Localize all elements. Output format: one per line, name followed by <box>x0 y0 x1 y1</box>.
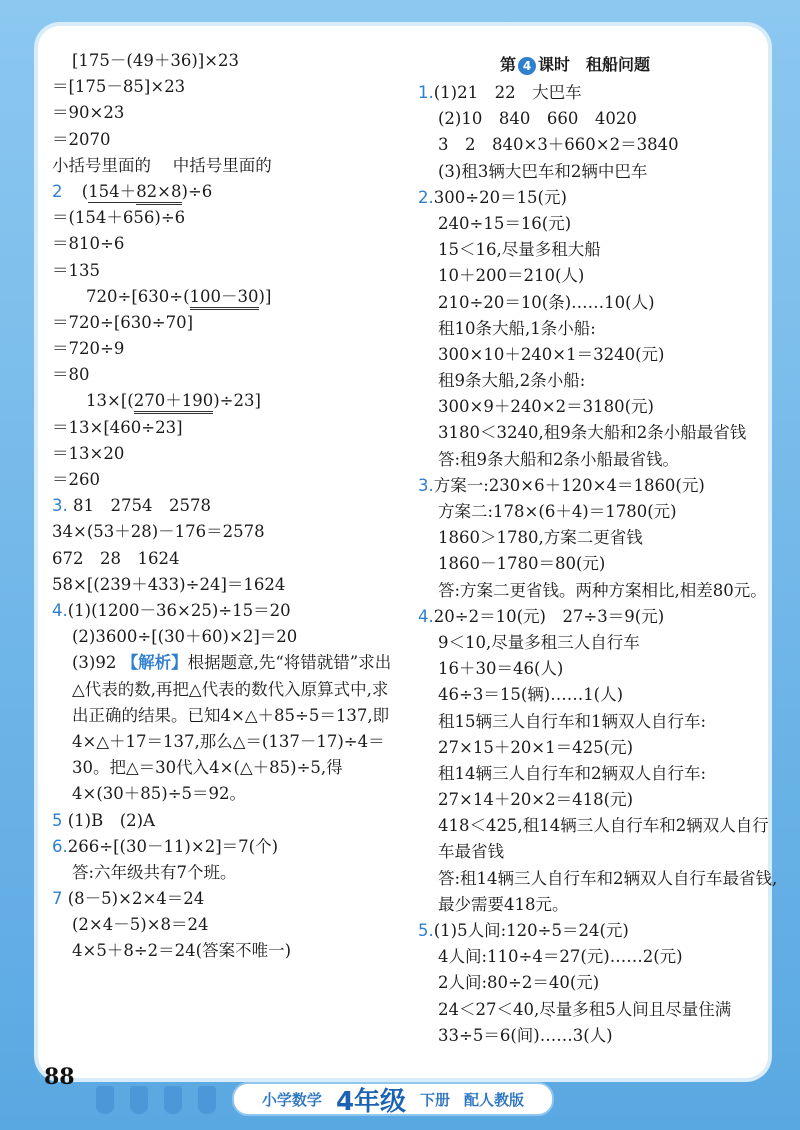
answer-line: 34×(53＋28)－176＝2578 <box>52 522 265 542</box>
question-5-line <box>418 918 790 944</box>
expr-part: )÷23] <box>213 391 261 411</box>
decoration-block <box>130 1086 148 1114</box>
footer-banner <box>232 1082 554 1116</box>
answer-text: (1)5人间:120÷5＝24(元) <box>433 921 629 941</box>
question-6-line <box>52 834 402 860</box>
answer-line: 3 2 840×3＋660×2＝3840 <box>438 135 679 155</box>
answer-line: 1860＞1780,方案二更省钱 <box>438 528 643 548</box>
section-title <box>500 52 650 75</box>
question-2-line <box>418 185 790 211</box>
question-4-line <box>52 598 402 624</box>
answer-line: [175－(49＋36)]×23 <box>72 51 240 70</box>
answer-line: 27×14＋20×2＝418(元) <box>438 790 634 810</box>
answer-line: 300×10＋240×1＝3240(元) <box>438 344 665 364</box>
answer-line: (3)租3辆大巴车和2辆中巴车 <box>438 161 648 181</box>
right-column <box>418 80 790 1049</box>
answer-line: 3180＜3240,租9条大船和2条小船最省钱 <box>438 423 747 443</box>
page-number: 88 <box>44 1064 75 1090</box>
answer-text: (8－5)×2×4＝24 <box>67 889 205 909</box>
decoration-block <box>164 1086 182 1114</box>
question-number: 3. <box>418 475 434 495</box>
answer-text: (1)B (2)A <box>67 810 156 830</box>
question-7-line <box>52 886 402 912</box>
answer-line: ＝720÷[630÷70] <box>52 312 194 332</box>
underlined-expr <box>88 182 181 203</box>
answer-line: 16＋30＝46(人) <box>438 659 564 679</box>
answer-line: 58×[(239＋433)÷24]＝1624 <box>52 574 286 594</box>
answer-line: (2)10 840 660 4020 <box>438 109 637 129</box>
answer-line: 418＜425,租14辆三人自行车和2辆双人自行车最省钱 <box>438 816 769 862</box>
answer-line: 1860－1780＝80(元) <box>438 554 606 574</box>
double-underlined-expr: 270＋190 <box>134 391 214 414</box>
question-5-line <box>52 808 402 834</box>
answer-text: 81 2754 2578 <box>73 496 211 516</box>
question-number: 2. <box>418 187 434 207</box>
answer-line: 答:租9条大船和2条小船最省钱。 <box>438 449 680 469</box>
section-title-prefix: 第 <box>500 55 517 74</box>
decoration-block <box>96 1086 114 1114</box>
answer-line: ＝90×23 <box>52 103 125 123</box>
lesson-number-badge: 4 <box>518 57 536 75</box>
question-number: 4. <box>52 600 68 620</box>
answer-line <box>52 284 402 310</box>
question-number: 6. <box>52 836 68 856</box>
answer-line: 答:六年级共有7个班。 <box>72 862 237 882</box>
answer-text: (1)(1200－36×25)÷15＝20 <box>67 600 291 620</box>
question-number: 5 <box>52 810 63 830</box>
section-title-text: 课时 租船问题 <box>538 55 651 74</box>
question-number: 4. <box>418 606 434 626</box>
answer-line: ＝135 <box>52 260 100 280</box>
answer-line: (2)3600÷[(30＋60)×2]＝20 <box>72 627 298 647</box>
question-1-line <box>418 80 790 106</box>
question-number: 1. <box>418 83 434 102</box>
question-3-line <box>418 473 790 499</box>
answer-text: (1)21 22 大巴车 <box>433 83 582 102</box>
analysis-tag: 【解析】 <box>121 653 188 673</box>
answer-line: ＝2070 <box>52 129 111 149</box>
answer-line: 方案二:178×(6＋4)＝1780(元) <box>438 502 677 521</box>
answer-text: 20÷2＝10(元) 27÷3＝9(元) <box>433 606 665 626</box>
answer-line: ＝13×[460÷23] <box>52 417 183 437</box>
answer-line: ＝810÷6 <box>52 234 125 254</box>
answer-line: 240÷15＝16(元) <box>438 213 572 233</box>
answer-line: (2×4－5)×8＝24 <box>72 915 209 935</box>
answer-line: 4人间:110÷4＝27(元)……2(元) <box>438 947 683 967</box>
answer-line: 4×5＋8÷2＝24(答案不唯一) <box>72 941 292 961</box>
answer-line: ＝80 <box>52 365 90 385</box>
footer-term: 下册 <box>420 1090 451 1109</box>
expr-part: ( <box>81 181 89 201</box>
answer-line: 租10条大船,1条小船: <box>438 318 596 338</box>
answer-line: 小括号里面的 中括号里面的 <box>52 155 272 175</box>
double-underlined-expr: 100－30 <box>190 287 259 310</box>
question-4-line <box>418 604 790 630</box>
answer-line: 15＜16,尽量多租大船 <box>438 240 601 260</box>
footer-grade: 4年级 <box>335 1086 407 1117</box>
answer-line: ＝720÷9 <box>52 339 125 359</box>
analysis-paragraph <box>52 650 392 807</box>
question-number: 3. <box>52 496 68 516</box>
analysis-text: 根据题意,先“将错就错”求出△代表的数,再把△代表的数代入原算式中,求出正确的结果。已知4×△＋85÷5＝137,即4×△＋17＝137,那么△＝(137－17)÷4＝30。把△＝30代入4×(△＋85)÷5,得4×(30＋85)÷5＝92。 <box>72 653 392 804</box>
answer-line: 46÷3＝15(辆)……1(人) <box>438 685 624 705</box>
answer-line: 10＋200＝210(人) <box>438 266 585 286</box>
answer-line: ＝13×20 <box>52 443 125 463</box>
decoration-block <box>198 1086 216 1114</box>
left-column <box>52 48 402 965</box>
double-underlined-expr: 82×8 <box>136 182 181 205</box>
answer-line <box>52 388 402 414</box>
expr-part: )÷6 <box>181 181 213 201</box>
answer-line: 210÷20＝10(条)……10(人) <box>438 292 655 312</box>
footer-edition: 配人教版 <box>464 1090 525 1109</box>
answer-line: 24＜27＜40,尽量多租5人间且尽量住满 <box>438 999 732 1019</box>
answer-line: 27×15＋20×1＝425(元) <box>438 737 634 757</box>
expr-part: 720÷[630÷( <box>86 286 190 306</box>
expression <box>68 182 213 201</box>
answer-line: 2人间:80÷2＝40(元) <box>438 973 600 993</box>
answer-text: 300÷20＝15(元) <box>433 187 567 207</box>
answer-line: ＝(154＋656)÷6 <box>52 208 186 228</box>
answer-line: 300×9＋240×2＝3180(元) <box>438 397 654 417</box>
answer-line: 33÷5＝6(间)……3(人) <box>438 1025 613 1045</box>
question-3-line <box>52 493 402 519</box>
answer-line: 答:租14辆三人自行车和2辆双人自行车最省钱,最少需要418元。 <box>438 868 778 914</box>
question-number: 7 <box>52 889 63 909</box>
expr-part: 13×[( <box>86 391 134 411</box>
answer-line: 租14辆三人自行车和2辆双人自行车: <box>438 763 707 783</box>
answer-text: 266÷[(30－11)×2]＝7(个) <box>67 836 279 856</box>
answer-line: 租9条大船,2条小船: <box>438 371 586 391</box>
question-number: 5. <box>418 921 434 941</box>
answer-line: 672 28 1624 <box>52 548 180 568</box>
answer-line: 9＜10,尽量多租三人自行车 <box>438 632 640 652</box>
answer-line: ＝260 <box>52 470 100 489</box>
answer-line: 租15辆三人自行车和1辆双人自行车: <box>438 711 707 731</box>
answer-text: 方案一:230×6＋120×4＝1860(元) <box>433 475 705 495</box>
answer-line: 答:方案二更省钱。两种方案相比,相差80元。 <box>438 580 767 600</box>
question-2-line <box>52 179 402 205</box>
question-number: 2 <box>52 181 63 201</box>
footer-subject: 小学数学 <box>261 1090 322 1109</box>
expr-part: )] <box>258 286 272 306</box>
answer-line: ＝[175－85]×23 <box>52 77 186 97</box>
expr-part: 154＋ <box>88 181 137 201</box>
answer-text: (3)92 <box>72 653 122 673</box>
